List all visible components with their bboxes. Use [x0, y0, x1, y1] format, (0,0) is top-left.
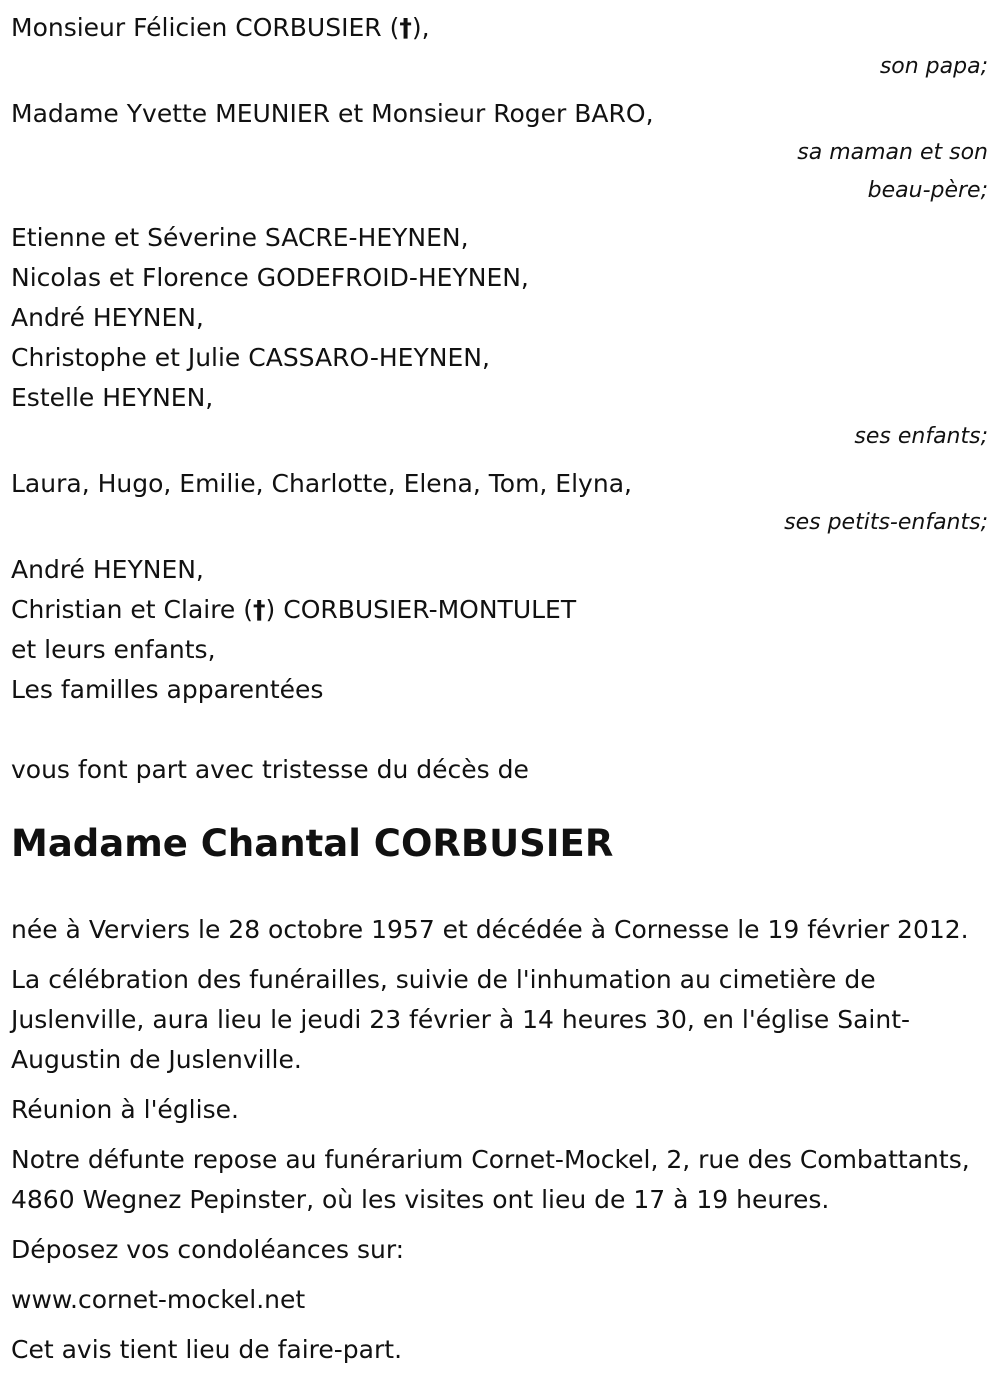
announcement-text: vous font part avec tristesse du décès de — [11, 755, 529, 784]
father-name — [11, 8, 990, 48]
mother-name: Madame Yvette MEUNIER et Monsieur Roger BARO, — [11, 99, 654, 128]
ceremony-paragraph: La célébration des funérailles, suivie de l'inhumation au cimetière de Juslenville, aura lieu le jeudi 23 février à 14 heures 30, en l'église Saint-Augustin de Juslenville. — [11, 965, 911, 1074]
other-relative: et leurs enfants, — [11, 635, 216, 664]
children-role: ses enfants; — [854, 424, 988, 449]
other-relative: Les familles apparentées — [11, 675, 324, 704]
cross-icon: † — [253, 595, 266, 624]
child-name: André HEYNEN, — [11, 303, 204, 332]
child-name: Etienne et Séverine SACRE-HEYNEN, — [11, 223, 469, 252]
mother-role-line2: beau-père; — [867, 178, 988, 203]
condolences-paragraph: Déposez vos condoléances sur: — [11, 1235, 405, 1264]
grandchildren-group — [11, 464, 990, 542]
cross-icon: † — [399, 13, 412, 42]
deceased-name: Madame Chantal CORBUSIER — [11, 822, 614, 865]
mother-role-line1: sa maman et son — [797, 140, 988, 165]
father-group — [11, 8, 990, 86]
meeting-paragraph: Réunion à l'église. — [11, 1095, 239, 1124]
website-link[interactable]: www.cornet-mockel.net — [11, 1285, 306, 1314]
child-name: Nicolas et Florence GODEFROID-HEYNEN, — [11, 263, 529, 292]
birth-death-paragraph: née à Verviers le 28 octobre 1957 et décédée à Cornesse le 19 février 2012. — [11, 915, 969, 944]
father-name-text: Monsieur Félicien CORBUSIER ( — [11, 13, 400, 42]
others-group — [11, 550, 990, 710]
other-relative-post: ) CORBUSIER-MONTULET — [265, 595, 577, 624]
other-relative: André HEYNEN, — [11, 555, 204, 584]
rest-paragraph: Notre défunte repose au funérarium Cornet-Mockel, 2, rue des Combattants, 4860 Wegnez Pepinster, où les visites ont lieu de 17 à 19 heures. — [11, 1145, 970, 1214]
children-group — [11, 218, 990, 456]
father-name-suffix: ), — [411, 13, 430, 42]
grandchildren-names: Laura, Hugo, Emilie, Charlotte, Elena, Tom, Elyna, — [11, 469, 632, 498]
child-name: Estelle HEYNEN, — [11, 383, 214, 412]
child-name: Christophe et Julie CASSARO-HEYNEN, — [11, 343, 490, 372]
grandchildren-role: ses petits-enfants; — [784, 510, 988, 535]
father-role: son papa; — [879, 54, 988, 79]
other-relative — [11, 590, 990, 630]
other-relative-pre: Christian et Claire ( — [11, 595, 254, 624]
mother-group — [11, 94, 990, 210]
notice-paragraph: Cet avis tient lieu de faire-part. — [11, 1335, 403, 1364]
